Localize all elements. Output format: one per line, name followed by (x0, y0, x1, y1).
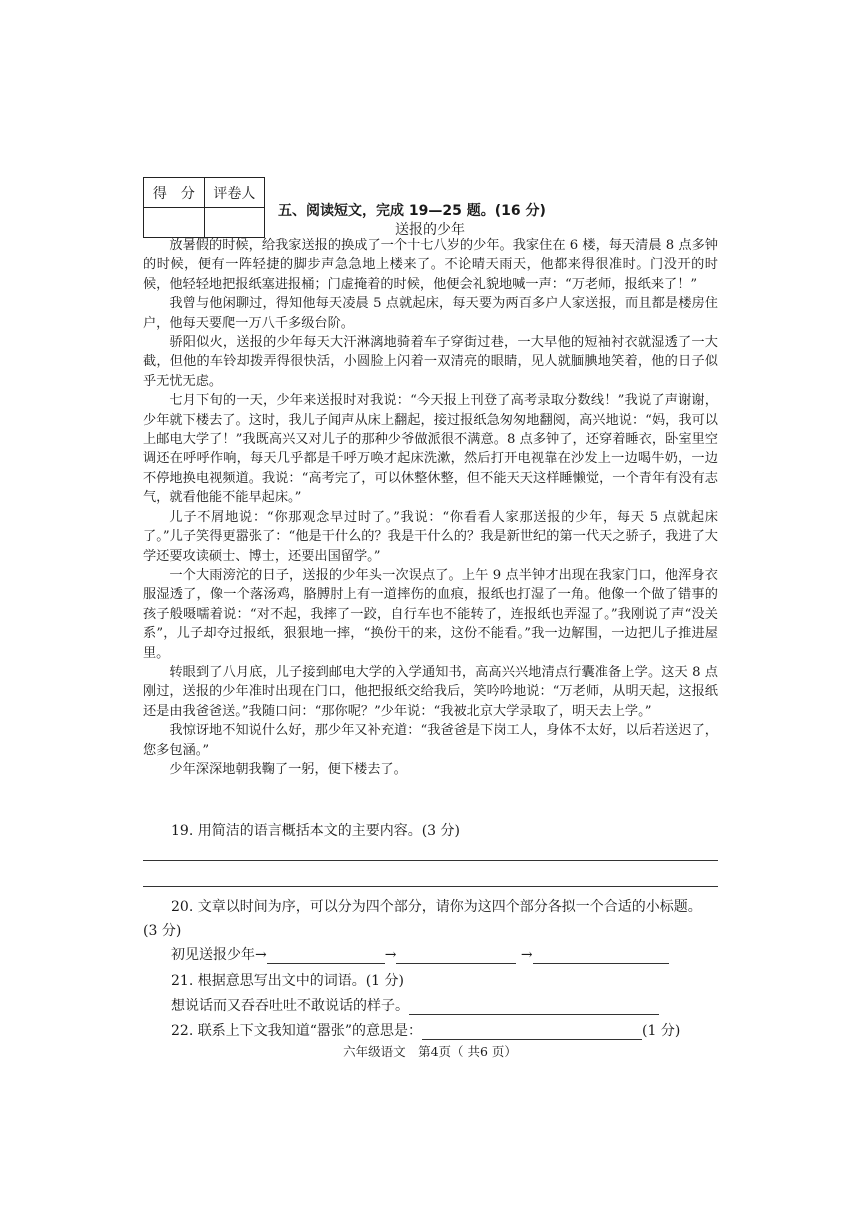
question-21-hint: 想说话而又吞吞吐吐不敢说话的样子。 (171, 998, 409, 1014)
answer-line-19a[interactable] (143, 860, 718, 861)
answer-blank-21[interactable] (409, 1000, 659, 1015)
article-body (143, 236, 718, 779)
question-21: 21. 根据意思写出文中的词语。(1 分) (171, 973, 404, 989)
subtitle-blank-3[interactable] (396, 949, 516, 964)
question-22-points: (1 分) (642, 1023, 681, 1039)
paragraph: 儿子不屑地说：“你那观念早过时了。”我说：“你看看人家那送报的少年，每天 5 点就起床了。”儿子笑得更嚣张了：“他是干什么的？我是干什么的？我是新世纪的第一代天之骄子，我进了大学还要攻读硕士、博士，还要出国留学。” (143, 509, 718, 564)
paragraph: 七月下旬的一天，少年来送报时对我说：“今天报上刊登了高考录取分数线！”我说了声谢谢，少年就下楼去了。这时，我儿子闻声从床上翻起，接过报纸急匆匆地翻阅，高兴地说：“妈，我可以上邮电大学了！”我既高兴又对儿子的那种少爷做派很不满意。8 点多钟了，还穿着睡衣，卧室里空调还在呼呼作响，每天几乎都是千呼万唤才起床洗漱，然后打开电视靠在沙发上一边喝牛奶，一边不停地换电视频道。我说：“高考完了，可以休整休整，但不能天天这样睡懒觉，一个青年有没有志气，就看他能不能早起床。” (143, 393, 718, 506)
question-22-text: 22. 联系上下文我知道“嚣张”的意思是： (171, 1023, 423, 1039)
arrow: → (384, 947, 397, 963)
page-footer: 六年级语文 第4页（ 共6 页） (343, 1044, 517, 1059)
subtitle-blank-2[interactable] (267, 949, 385, 964)
subtitle-blank-4[interactable] (533, 949, 669, 964)
paragraph: 少年深深地朝我鞠了一躬，便下楼去了。 (169, 761, 407, 777)
article-title: 送报的少年 (395, 222, 465, 238)
question-20: 20. 文章以时间为序，可以分为四个部分，请你为这四个部分各拟一个合适的小标题。 (171, 899, 702, 915)
question-19: 19. 用简洁的语言概括本文的主要内容。(3 分) (171, 823, 460, 839)
question-22 (143, 1020, 733, 1040)
paragraph: 我曾与他闲聊过，得知他每天凌晨 5 点就起床，每天要为两百多户人家送报，而且都是楼房住户，他每天要爬一万八千多级台阶。 (143, 296, 718, 331)
arrow: → (520, 947, 533, 963)
question-21-hint-row (143, 995, 733, 1015)
paragraph: 骄阳似火，送报的少年每天大汗淋漓地骑着车子穿街过巷，一大早他的短袖衬衣就湿透了一大截，但他的车铃却拨弄得很快活，小圆脸上闪着一双清亮的眼睛，见人就腼腆地笑着，他的日子似乎无忧无虑。 (143, 335, 718, 389)
first-subtitle: 初见送报少年→ (171, 947, 267, 963)
paragraph: 放暑假的时候，给我家送报的换成了一个十七八岁的少年。我家住在 6 楼，每天清晨 8 点多钟的时候，便有一阵轻捷的脚步声急急地上楼来了。不论晴天雨天，他都来得很准时。门没开的时候，他轻轻地把报纸塞进报桶；门虚掩着的时候，他便会礼貌地喊一声：“万老师，报纸来了！” (143, 238, 718, 292)
question-20-points: (3 分) (143, 923, 182, 939)
answer-line-19b[interactable] (143, 886, 718, 887)
paragraph: 一个大雨滂沱的日子，送报的少年头一次误点了。上午 9 点半钟才出现在我家门口，他浑身衣服湿透了，像一个落汤鸡，胳膊肘上有一道摔伤的血痕，报纸也打湿了一角。他像一个做了错事的孩子般嗫嚅着说：“对不起，我摔了一跤，自行车也不能转了，连报纸也弄湿了。”我刚说了声“没关系”，儿子却夺过报纸，狠狠地一摔，“换份干的来，这份不能看。”我一边解围，一边把儿子推进屋里。 (143, 567, 718, 661)
grader-label: 评卷人 (204, 178, 264, 208)
score-label: 得 分 (144, 178, 205, 208)
question-20-answers (143, 944, 733, 964)
section-heading: 五、阅读短文，完成 19—25 题。(16 分) (278, 203, 546, 219)
paragraph: 转眼到了八月底，儿子接到邮电大学的入学通知书，高高兴兴地清点行囊准备上学。这天 8 点刚过，送报的少年准时出现在门口，他把报纸交给我后，笑吟吟地说：“万老师，从明天起，这报纸还是由我爸爸送。”我随口问：“那你呢？”少年说：“我被北京大学录取了，明天去上学。” (143, 664, 718, 719)
paragraph: 我惊讶地不知说什么好，那少年又补充道：“我爸爸是下岗工人，身体不太好，以后若送迟了，您多包涵。” (143, 723, 718, 758)
answer-blank-22[interactable] (422, 1025, 642, 1040)
